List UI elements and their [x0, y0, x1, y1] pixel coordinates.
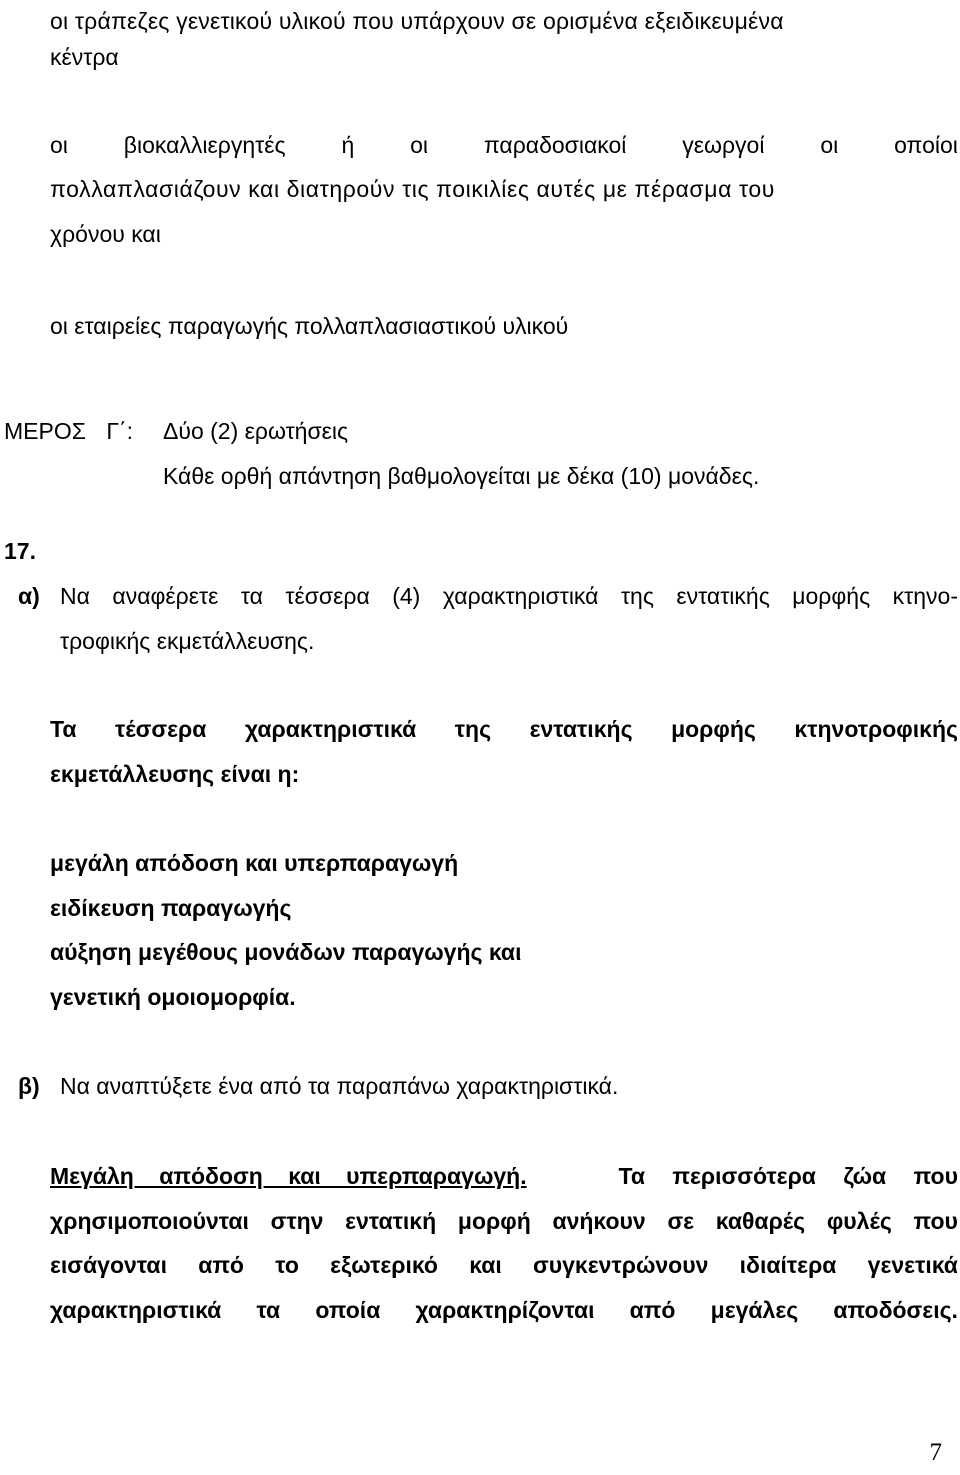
- answer-b-line2: [50, 1210, 958, 1233]
- part-a-question-line1: [60, 585, 958, 608]
- word: οποίοι: [894, 132, 958, 158]
- word: στην: [270, 1208, 324, 1234]
- word: οι: [50, 132, 68, 158]
- word: κτηνο-: [892, 583, 958, 609]
- word: το: [275, 1252, 299, 1278]
- word: που: [913, 1208, 958, 1234]
- word: εισάγονται: [50, 1252, 167, 1278]
- list-item-farmers-line2: πολλαπλασιάζουν και διατηρούν τις ποικιλίες αυτές με πέρασμα του: [50, 176, 775, 202]
- word: χαρακτηρίζονται: [415, 1297, 595, 1323]
- part-a-question-line2: τροφικής εκμετάλλευσης.: [60, 628, 315, 654]
- word: Να: [60, 583, 90, 609]
- list-item-gene-banks-line1: οι τράπεζες γενετικού υλικού που υπάρχουν σε ορισμένα εξειδικευμένα: [50, 8, 784, 34]
- word: εντατικής: [529, 716, 633, 742]
- word: ανήκουν: [552, 1208, 646, 1234]
- answer-a-line1: [50, 718, 958, 741]
- word: παραδοσιακοί: [483, 132, 627, 158]
- word: βιοκαλλιεργητές: [123, 132, 286, 158]
- word: ιδιαίτερα: [739, 1252, 837, 1278]
- word: ή: [341, 132, 355, 158]
- word: φυλές: [826, 1208, 892, 1234]
- part-a-label: α): [18, 583, 40, 609]
- word: οι: [820, 132, 839, 158]
- part-b-question: Να αναπτύξετε ένα από τα παραπάνω χαρακτηριστικά.: [60, 1073, 619, 1099]
- question-number: 17.: [4, 538, 36, 564]
- word: τέσσερα: [115, 716, 207, 742]
- word: γενετικά: [867, 1252, 958, 1278]
- list-item-gene-banks-line2: κέντρα: [50, 44, 119, 70]
- word: μορφής: [671, 716, 756, 742]
- word: μορφής: [792, 583, 871, 609]
- list-item-farmers-line3: χρόνου και: [50, 221, 161, 247]
- part-b-label: β): [18, 1073, 40, 1099]
- answer-b-line1: [50, 1165, 958, 1188]
- answer-list-item: αύξηση μεγέθους μονάδων παραγωγής και: [50, 939, 522, 965]
- section-label-text: ΜΕΡΟΣ Γ΄:: [4, 418, 134, 444]
- word: Τα: [50, 716, 77, 742]
- word: τα: [256, 1297, 281, 1323]
- answer-b-line3: [50, 1254, 958, 1277]
- word: σε: [667, 1208, 695, 1234]
- word: από: [629, 1297, 676, 1323]
- word: (4): [392, 583, 421, 609]
- answer-list-item: μεγάλη απόδοση και υπερπαραγωγή: [50, 850, 459, 876]
- word: οι: [410, 132, 428, 158]
- word: συγκεντρώνουν: [533, 1252, 709, 1278]
- word: της: [454, 716, 492, 742]
- word: χαρακτηριστικά: [442, 583, 599, 609]
- word: αναφέρετε: [112, 583, 219, 609]
- word: τέσσερα: [285, 583, 370, 609]
- page-number: 7: [929, 1439, 942, 1466]
- word: εντατική: [345, 1208, 437, 1234]
- word: μεγάλες: [710, 1297, 799, 1323]
- list-item-companies: οι εταιρείες παραγωγής πολλαπλασιαστικού υλικού: [50, 313, 569, 339]
- word: τα: [240, 583, 263, 609]
- word: οποία: [315, 1297, 381, 1323]
- word: κτηνοτροφικής: [794, 716, 958, 742]
- answer-list-item: ειδίκευση παραγωγής: [50, 895, 292, 921]
- word: από: [198, 1252, 244, 1278]
- section-label: [4, 420, 133, 443]
- answer-b-heading: Μεγάλη απόδοση και υπερπαραγωγή.: [50, 1163, 527, 1189]
- answer-b-line1-rest: Τα περισσότερα ζώα που: [618, 1163, 958, 1189]
- word: χαρακτηριστικά: [50, 1297, 222, 1323]
- word: καθαρές: [715, 1208, 806, 1234]
- answer-b-line4: [50, 1299, 958, 1322]
- word: αποδόσεις.: [833, 1297, 958, 1323]
- list-item-farmers-line1: [50, 134, 958, 157]
- word: εξωτερικό: [330, 1252, 438, 1278]
- answer-list-item: γενετική ομοιομορφία.: [50, 984, 296, 1010]
- section-subtitle: Κάθε ορθή απάντηση βαθμολογείται με δέκα (10) μονάδες.: [163, 463, 760, 489]
- answer-a-line2: εκμετάλλευσης είναι η:: [50, 761, 300, 787]
- section-title: Δύο (2) ερωτήσεις: [163, 418, 349, 444]
- word: γεωργοί: [682, 132, 765, 158]
- word: και: [469, 1252, 502, 1278]
- word: χρησιμοποιούνται: [50, 1208, 249, 1234]
- word: εντατικής: [676, 583, 770, 609]
- word: μορφή: [457, 1208, 531, 1234]
- word: της: [620, 583, 654, 609]
- word: χαρακτηριστικά: [244, 716, 417, 742]
